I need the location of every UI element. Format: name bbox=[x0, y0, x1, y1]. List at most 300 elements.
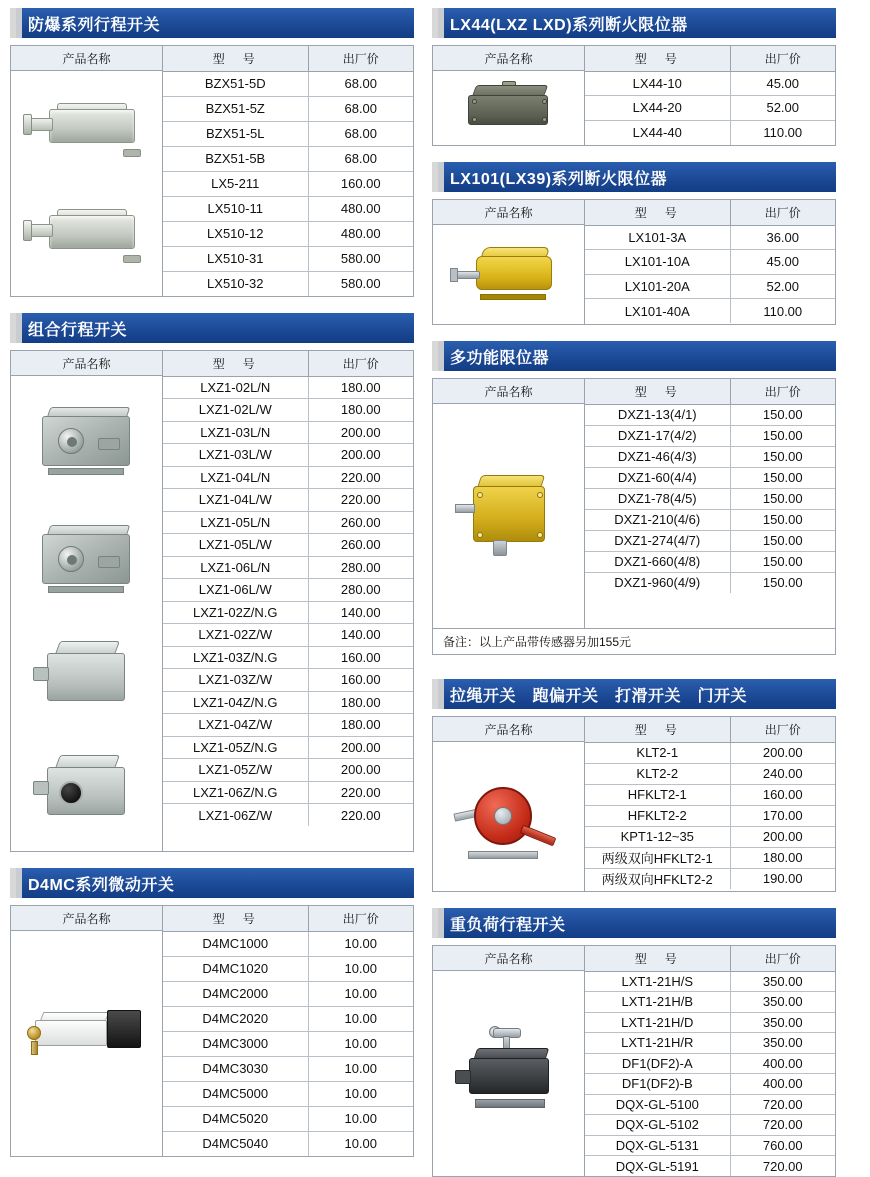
cell-price: 140.00 bbox=[308, 624, 413, 647]
cell-model: LX510-32 bbox=[163, 271, 308, 296]
cell-model: D4MC2000 bbox=[163, 981, 308, 1006]
product-image-cell bbox=[433, 46, 585, 145]
cell-model: D4MC3000 bbox=[163, 1031, 308, 1056]
column-header-price: 出厂价 bbox=[308, 46, 413, 71]
product-table bbox=[585, 946, 835, 1176]
header-accent-bar bbox=[438, 341, 444, 371]
cell-model: KLT2-1 bbox=[585, 742, 730, 763]
table-header-row bbox=[585, 717, 835, 742]
table-row bbox=[163, 1056, 413, 1081]
product-illustrations bbox=[11, 71, 162, 295]
table-row bbox=[163, 601, 413, 624]
lx44-limiter-icon bbox=[454, 79, 564, 137]
cell-model: BZX51-5L bbox=[163, 121, 308, 146]
table-row bbox=[163, 691, 413, 714]
product-illustrations bbox=[11, 931, 162, 1130]
cell-model: D4MC3030 bbox=[163, 1056, 308, 1081]
cell-price: 10.00 bbox=[308, 931, 413, 956]
product-table-cell bbox=[585, 200, 835, 324]
product-image-cell bbox=[433, 717, 585, 891]
table-row bbox=[585, 299, 835, 324]
table-row bbox=[163, 981, 413, 1006]
cell-price: 180.00 bbox=[308, 376, 413, 399]
table-row bbox=[163, 271, 413, 296]
table-row bbox=[163, 196, 413, 221]
cell-price: 10.00 bbox=[308, 1006, 413, 1031]
cell-model: LXZ1-03Z/W bbox=[163, 669, 308, 692]
table-row bbox=[163, 556, 413, 579]
table-row bbox=[163, 579, 413, 602]
product-illustrations bbox=[433, 742, 584, 891]
cell-price: 580.00 bbox=[308, 246, 413, 271]
d4mc-micro-switch-icon bbox=[21, 1000, 153, 1062]
table-header-row bbox=[585, 46, 835, 71]
cell-model: LX5-211 bbox=[163, 171, 308, 196]
section-header-multifunction bbox=[432, 341, 836, 371]
table-row bbox=[163, 246, 413, 271]
cell-model: DXZ1-960(4/9) bbox=[585, 572, 730, 593]
cell-model: DXZ1-78(4/5) bbox=[585, 488, 730, 509]
table-row bbox=[585, 1012, 835, 1033]
product-table-cell bbox=[585, 946, 835, 1176]
column-header-price: 出厂价 bbox=[730, 46, 835, 71]
column-header-product-name: 产品名称 bbox=[11, 351, 162, 376]
cell-model: BZX51-5B bbox=[163, 146, 308, 171]
table-row bbox=[585, 488, 835, 509]
cell-price: 10.00 bbox=[308, 1056, 413, 1081]
product-block-heavy-duty bbox=[432, 945, 836, 1177]
cell-price: 170.00 bbox=[730, 805, 835, 826]
product-image-cell bbox=[433, 200, 585, 324]
table-row bbox=[585, 425, 835, 446]
cell-price: 160.00 bbox=[308, 669, 413, 692]
cell-price: 68.00 bbox=[308, 96, 413, 121]
table-row bbox=[585, 826, 835, 847]
column-header-price: 出厂价 bbox=[308, 906, 413, 931]
product-illustrations bbox=[433, 404, 584, 628]
cell-price: 350.00 bbox=[730, 992, 835, 1013]
cell-model: LX101-3A bbox=[585, 225, 730, 250]
cell-model: LX101-10A bbox=[585, 250, 730, 275]
table-row bbox=[163, 759, 413, 782]
section-title: LX44(LXZ LXD)系列断火限位器 bbox=[450, 16, 688, 34]
table-header-row bbox=[163, 351, 413, 376]
cell-price: 180.00 bbox=[730, 847, 835, 868]
column-header-product-name: 产品名称 bbox=[11, 906, 162, 931]
product-table-cell bbox=[585, 379, 835, 628]
cell-model: BZX51-5Z bbox=[163, 96, 308, 121]
cell-price: 150.00 bbox=[730, 404, 835, 425]
cell-price: 200.00 bbox=[308, 759, 413, 782]
cell-price: 220.00 bbox=[308, 489, 413, 512]
table-row bbox=[163, 534, 413, 557]
cell-model: LX510-11 bbox=[163, 196, 308, 221]
table-row bbox=[163, 511, 413, 534]
table-row bbox=[163, 121, 413, 146]
table-row bbox=[163, 781, 413, 804]
table-row bbox=[585, 784, 835, 805]
column-header-product-name: 产品名称 bbox=[433, 946, 584, 971]
cell-price: 52.00 bbox=[730, 96, 835, 121]
cell-price: 150.00 bbox=[730, 509, 835, 530]
column-header-model: 型 号 bbox=[163, 906, 308, 931]
cell-price: 160.00 bbox=[308, 171, 413, 196]
header-accent-bar bbox=[438, 679, 444, 709]
table-row bbox=[585, 274, 835, 299]
product-block-d4mc bbox=[10, 905, 414, 1157]
cell-price: 720.00 bbox=[762, 1158, 803, 1174]
table-row bbox=[585, 404, 835, 425]
section-header-rope bbox=[432, 679, 836, 709]
table-row bbox=[163, 399, 413, 422]
table-header-row bbox=[585, 379, 835, 404]
column-header-price: 出厂价 bbox=[730, 946, 835, 971]
table-row bbox=[585, 1135, 835, 1156]
cell-model: LXT1-21H/S bbox=[585, 971, 730, 992]
table-row bbox=[163, 421, 413, 444]
header-accent-bar bbox=[438, 162, 444, 192]
table-row bbox=[163, 931, 413, 956]
table-row bbox=[585, 96, 835, 121]
section-note: 备注：以上产品带传感器另加155元 bbox=[443, 635, 632, 649]
cell-model: LXT1-21H/B bbox=[585, 992, 730, 1013]
section-title: D4MC系列微动开关 bbox=[28, 876, 175, 894]
product-block-rope bbox=[432, 716, 836, 892]
column-header-price: 出厂价 bbox=[308, 351, 413, 376]
cell-price: 200.00 bbox=[308, 421, 413, 444]
cell-price: 180.00 bbox=[308, 399, 413, 422]
cell-price: 140.00 bbox=[308, 601, 413, 624]
cell-model: DXZ1-17(4/2) bbox=[585, 425, 730, 446]
cell-model: DF1(DF2)-B bbox=[585, 1074, 730, 1095]
product-table bbox=[163, 46, 413, 296]
cell-model: LXZ1-04Z/N.G bbox=[163, 691, 308, 714]
column-header-model: 型 号 bbox=[163, 351, 308, 376]
section-title: 重负荷行程开关 bbox=[450, 916, 566, 934]
cell-model: DQX-GL-5191 bbox=[585, 1156, 730, 1177]
section-title: 多功能限位器 bbox=[450, 349, 550, 367]
cell-model: HFKLT2-2 bbox=[585, 805, 730, 826]
table-row bbox=[163, 466, 413, 489]
column-header-price: 出厂价 bbox=[730, 200, 835, 225]
product-illustrations bbox=[433, 71, 584, 145]
cell-model: 两级双向HFKLT2-2 bbox=[585, 868, 730, 889]
column-header-product-name: 产品名称 bbox=[433, 379, 584, 404]
table-row bbox=[163, 624, 413, 647]
cell-model: LXZ1-05Z/W bbox=[163, 759, 308, 782]
table-row bbox=[585, 1033, 835, 1054]
product-table-cell bbox=[585, 717, 835, 891]
table-row bbox=[163, 146, 413, 171]
cell-model: LX44-20 bbox=[585, 96, 730, 121]
cell-price: 68.00 bbox=[308, 121, 413, 146]
product-table-cell bbox=[163, 351, 413, 851]
cell-model: LXZ1-04L/W bbox=[163, 489, 308, 512]
product-table bbox=[163, 906, 413, 1156]
column-header-model: 型 号 bbox=[585, 46, 730, 71]
cell-model: LX510-31 bbox=[163, 246, 308, 271]
table-row bbox=[585, 250, 835, 275]
column-header-price: 出厂价 bbox=[730, 717, 835, 742]
cell-model: D4MC1020 bbox=[163, 956, 308, 981]
cell-price: 280.00 bbox=[308, 579, 413, 602]
cell-model: LX101-40A bbox=[585, 299, 730, 324]
cell-model: LX101-20A bbox=[585, 274, 730, 299]
right-column bbox=[432, 8, 836, 1174]
cell-price: 160.00 bbox=[730, 784, 835, 805]
section-title: LX101(LX39)系列断火限位器 bbox=[450, 170, 668, 188]
cell-model: HFKLT2-1 bbox=[585, 784, 730, 805]
cell-model: LXZ1-03L/N bbox=[163, 421, 308, 444]
cell-price: 400.00 bbox=[730, 1074, 835, 1095]
table-header-row bbox=[163, 906, 413, 931]
cell-model: LXT1-21H/D bbox=[585, 1012, 730, 1033]
column-header-price: 出厂价 bbox=[730, 379, 835, 404]
cell-price: 150.00 bbox=[730, 425, 835, 446]
cell-price: 190.00 bbox=[762, 871, 803, 887]
lxz-switch-1-icon bbox=[28, 402, 146, 480]
cell-price: 10.00 bbox=[344, 1136, 378, 1152]
table-row bbox=[163, 646, 413, 669]
cell-model: DXZ1-274(4/7) bbox=[585, 530, 730, 551]
cell-model: DXZ1-46(4/3) bbox=[585, 446, 730, 467]
table-row bbox=[163, 804, 413, 827]
klt-rope-switch-icon bbox=[450, 771, 568, 863]
cell-model: KPT1-12~35 bbox=[585, 826, 730, 847]
table-row bbox=[585, 1094, 835, 1115]
table-row bbox=[585, 1156, 835, 1177]
product-illustrations bbox=[433, 971, 584, 1171]
table-header-row bbox=[163, 46, 413, 71]
cell-price: 350.00 bbox=[730, 1012, 835, 1033]
cell-model: LXZ1-05Z/N.G bbox=[163, 736, 308, 759]
cell-model: LXZ1-06L/N bbox=[163, 556, 308, 579]
header-accent-bar bbox=[16, 868, 22, 898]
cell-price: 720.00 bbox=[730, 1115, 835, 1136]
column-header-product-name: 产品名称 bbox=[11, 46, 162, 71]
table-row bbox=[585, 742, 835, 763]
table-row bbox=[163, 956, 413, 981]
section-header-lx101 bbox=[432, 162, 836, 192]
product-illustrations bbox=[11, 376, 162, 851]
column-header-product-name: 产品名称 bbox=[433, 200, 584, 225]
cell-model: DXZ1-660(4/8) bbox=[585, 551, 730, 572]
product-block-combination bbox=[10, 350, 414, 852]
cell-price: 10.00 bbox=[308, 1081, 413, 1106]
cell-price: 52.00 bbox=[730, 274, 835, 299]
table-row bbox=[163, 489, 413, 512]
table-row bbox=[163, 1081, 413, 1106]
product-illustrations bbox=[433, 225, 584, 324]
cell-model: BZX51-5D bbox=[163, 71, 308, 96]
lxz-z-switch-2-icon bbox=[31, 751, 143, 825]
cell-model: LXT1-21H/R bbox=[585, 1033, 730, 1054]
cell-model: LXZ1-04Z/W bbox=[163, 714, 308, 737]
table-row bbox=[163, 1106, 413, 1131]
cell-price: 150.00 bbox=[762, 575, 803, 591]
cell-model: LXZ1-02L/W bbox=[163, 399, 308, 422]
cell-price: 150.00 bbox=[730, 530, 835, 551]
cell-model: DQX-GL-5131 bbox=[585, 1135, 730, 1156]
product-image-cell bbox=[11, 906, 163, 1156]
cell-price: 110.00 bbox=[763, 125, 803, 140]
cell-model: LXZ1-03L/W bbox=[163, 444, 308, 467]
table-row bbox=[163, 714, 413, 737]
product-table bbox=[585, 46, 835, 145]
section-header-heavy-duty bbox=[432, 908, 836, 938]
table-row bbox=[585, 225, 835, 250]
section-title: 拉绳开关 跑偏开关 打滑开关 门开关 bbox=[450, 687, 748, 705]
product-block-lx44 bbox=[432, 45, 836, 146]
product-image-cell bbox=[11, 351, 163, 851]
cell-model: DXZ1-60(4/4) bbox=[585, 467, 730, 488]
left-column bbox=[10, 8, 414, 1152]
cell-model: DQX-GL-5102 bbox=[585, 1115, 730, 1136]
table-row bbox=[163, 71, 413, 96]
table-row bbox=[163, 171, 413, 196]
table-row bbox=[163, 1031, 413, 1056]
section-title: 组合行程开关 bbox=[28, 321, 128, 339]
cell-model: LXZ1-05L/W bbox=[163, 534, 308, 557]
bzx-switch-lower-icon bbox=[27, 205, 147, 267]
table-row bbox=[163, 96, 413, 121]
cell-price: 760.00 bbox=[730, 1135, 835, 1156]
cell-price: 36.00 bbox=[730, 225, 835, 250]
cell-price: 150.00 bbox=[730, 551, 835, 572]
table-row bbox=[585, 847, 835, 868]
cell-price: 580.00 bbox=[340, 276, 381, 292]
cell-model: LX510-12 bbox=[163, 221, 308, 246]
cell-model: DF1(DF2)-A bbox=[585, 1053, 730, 1074]
cell-model: DQX-GL-5100 bbox=[585, 1094, 730, 1115]
cell-price: 480.00 bbox=[308, 196, 413, 221]
lxz-switch-2-icon bbox=[28, 520, 146, 598]
cell-model: 两级双向HFKLT2-1 bbox=[585, 847, 730, 868]
section-header-lx44 bbox=[432, 8, 836, 38]
table-row bbox=[163, 1131, 413, 1156]
table-row bbox=[585, 805, 835, 826]
cell-price: 180.00 bbox=[308, 714, 413, 737]
cell-model: LXZ1-05L/N bbox=[163, 511, 308, 534]
cell-price: 260.00 bbox=[308, 511, 413, 534]
header-accent-bar bbox=[438, 908, 444, 938]
cell-model: DXZ1-13(4/1) bbox=[585, 404, 730, 425]
cell-price: 160.00 bbox=[308, 646, 413, 669]
cell-price: 200.00 bbox=[308, 736, 413, 759]
cell-price: 150.00 bbox=[730, 446, 835, 467]
product-table-cell bbox=[163, 46, 413, 296]
table-row bbox=[585, 992, 835, 1013]
section-title: 防爆系列行程开关 bbox=[28, 16, 161, 34]
cell-price: 200.00 bbox=[730, 826, 835, 847]
table-row bbox=[585, 467, 835, 488]
table-row bbox=[585, 120, 835, 145]
product-image-cell bbox=[11, 46, 163, 296]
cell-model: LXZ1-06L/W bbox=[163, 579, 308, 602]
section-header-d4mc bbox=[10, 868, 414, 898]
product-table-cell bbox=[163, 906, 413, 1156]
cell-model: D4MC5020 bbox=[163, 1106, 308, 1131]
table-row bbox=[585, 509, 835, 530]
product-image-cell bbox=[433, 379, 585, 628]
table-row bbox=[585, 868, 835, 889]
cell-model: LXZ1-03Z/N.G bbox=[163, 646, 308, 669]
table-row bbox=[585, 530, 835, 551]
column-header-model: 型 号 bbox=[585, 717, 730, 742]
lxt1-heavy-switch-icon bbox=[453, 1028, 565, 1114]
cell-model: D4MC5040 bbox=[163, 1131, 308, 1156]
table-row bbox=[585, 1053, 835, 1074]
column-header-model: 型 号 bbox=[585, 379, 730, 404]
cell-price: 10.00 bbox=[308, 1106, 413, 1131]
cell-price: 220.00 bbox=[340, 807, 381, 823]
cell-price: 400.00 bbox=[730, 1053, 835, 1074]
column-header-product-name: 产品名称 bbox=[433, 46, 584, 71]
cell-price: 45.00 bbox=[730, 71, 835, 96]
cell-model: LXZ1-02L/N bbox=[163, 376, 308, 399]
cell-price: 350.00 bbox=[730, 971, 835, 992]
product-block-lx101 bbox=[432, 199, 836, 325]
lxz-z-switch-1-icon bbox=[31, 637, 143, 711]
cell-price: 280.00 bbox=[308, 556, 413, 579]
cell-price: 68.00 bbox=[308, 71, 413, 96]
bzx-switch-upper-icon bbox=[27, 99, 147, 161]
cell-price: 720.00 bbox=[730, 1094, 835, 1115]
cell-price: 350.00 bbox=[730, 1033, 835, 1054]
cell-price: 260.00 bbox=[308, 534, 413, 557]
product-image-cell bbox=[433, 946, 585, 1176]
column-header-model: 型 号 bbox=[585, 200, 730, 225]
cell-model: DXZ1-210(4/6) bbox=[585, 509, 730, 530]
cell-model: D4MC5000 bbox=[163, 1081, 308, 1106]
table-row bbox=[585, 1115, 835, 1136]
product-block-multifunction bbox=[432, 378, 836, 629]
lx101-limiter-icon bbox=[450, 244, 568, 306]
cell-model: D4MC1000 bbox=[163, 931, 308, 956]
column-header-product-name: 产品名称 bbox=[433, 717, 584, 742]
cell-price: 200.00 bbox=[730, 742, 835, 763]
cell-model: LXZ1-04L/N bbox=[163, 466, 308, 489]
table-row bbox=[163, 669, 413, 692]
table-header-row bbox=[585, 200, 835, 225]
header-accent-bar bbox=[16, 313, 22, 343]
table-row bbox=[163, 221, 413, 246]
product-table bbox=[585, 379, 835, 593]
cell-model: LX44-40 bbox=[585, 120, 730, 145]
cell-price: 180.00 bbox=[308, 691, 413, 714]
cell-price: 150.00 bbox=[730, 467, 835, 488]
cell-price: 110.00 bbox=[763, 303, 803, 319]
section-header-combination bbox=[10, 313, 414, 343]
cell-model: LXZ1-02Z/N.G bbox=[163, 601, 308, 624]
product-table bbox=[585, 717, 835, 889]
table-row bbox=[585, 71, 835, 96]
product-block-explosion-proof bbox=[10, 45, 414, 297]
cell-price: 68.00 bbox=[308, 146, 413, 171]
table-header-row bbox=[585, 946, 835, 971]
cell-model: LXZ1-06Z/W bbox=[163, 804, 308, 827]
cell-price: 220.00 bbox=[308, 781, 413, 804]
section-header-explosion-proof bbox=[10, 8, 414, 38]
cell-price: 10.00 bbox=[308, 1031, 413, 1056]
cell-model: LXZ1-02Z/W bbox=[163, 624, 308, 647]
table-row bbox=[585, 446, 835, 467]
cell-price: 480.00 bbox=[308, 221, 413, 246]
column-header-model: 型 号 bbox=[585, 946, 730, 971]
dxz1-limiter-icon bbox=[453, 470, 565, 562]
cell-price: 45.00 bbox=[730, 250, 835, 275]
table-row bbox=[163, 376, 413, 399]
